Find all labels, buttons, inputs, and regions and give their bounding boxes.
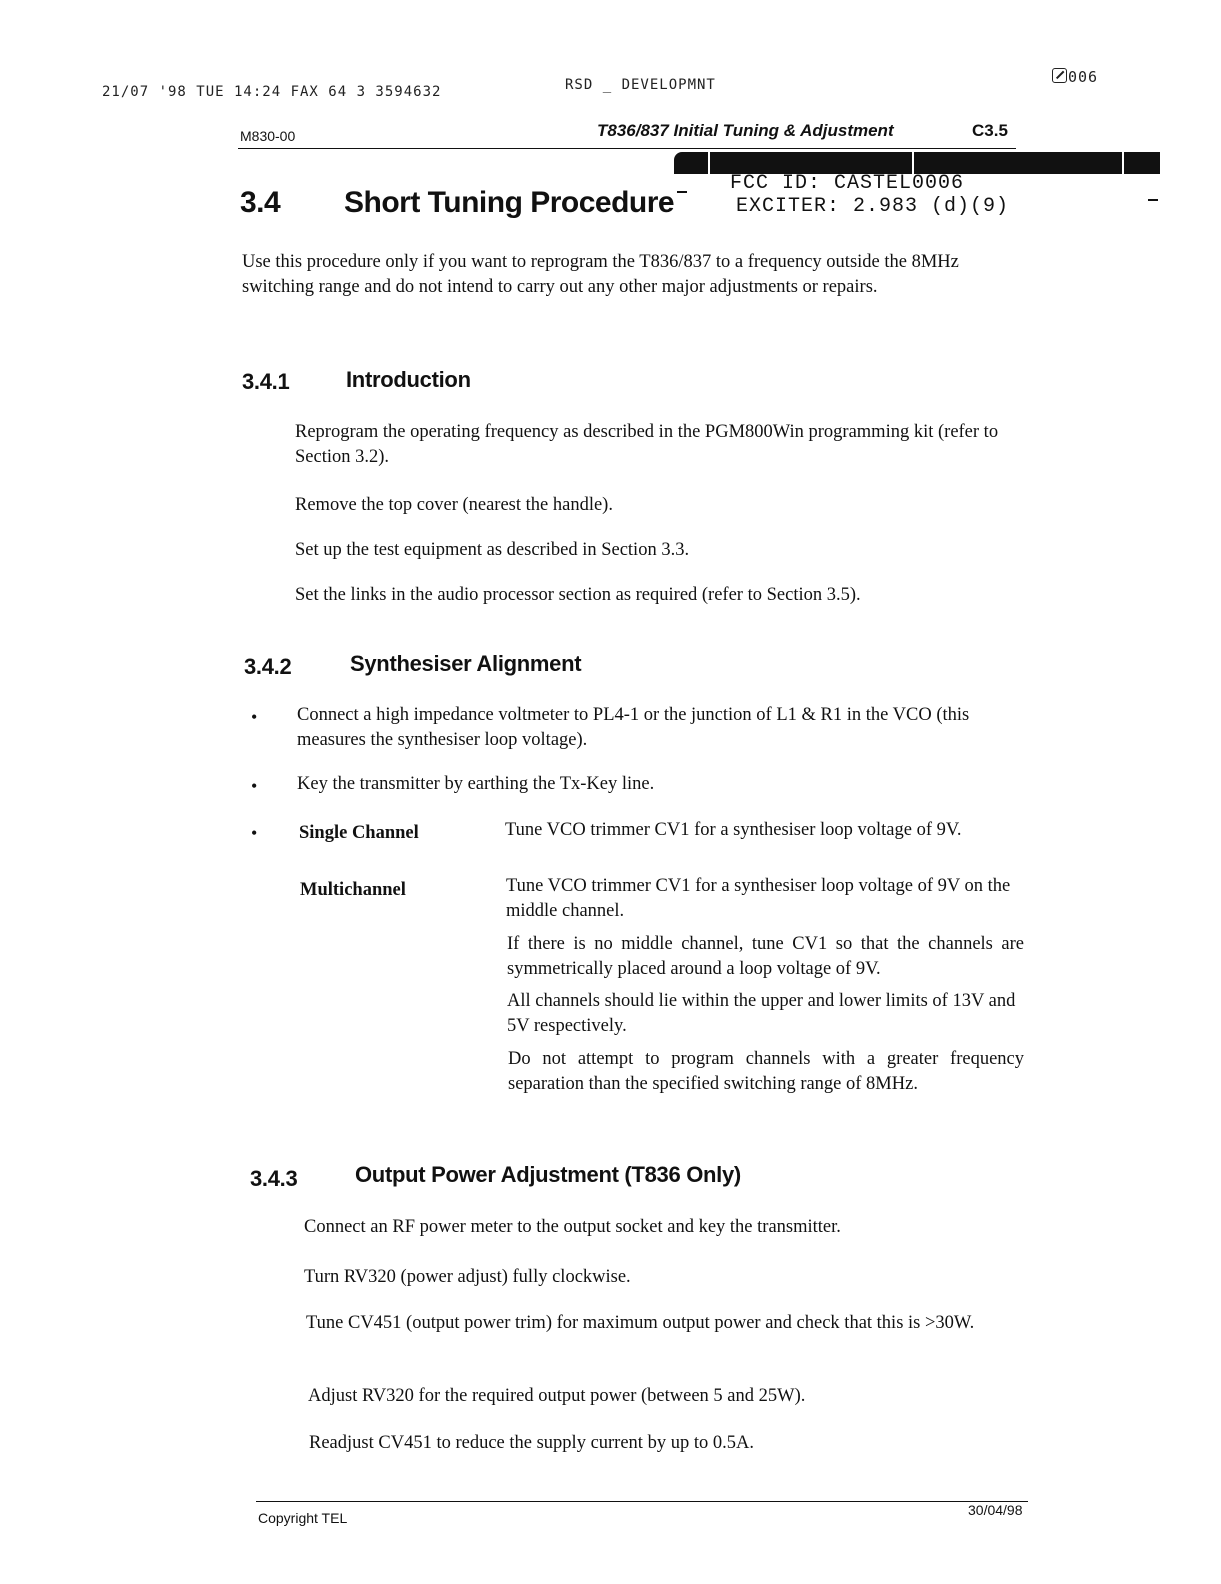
intro-step: Set the links in the audio processor section as required (refer to Section 3.5). (295, 585, 861, 605)
footer-rule (256, 1501, 1028, 1502)
bullet-item: Connect a high impedance voltmeter to PL4-1 or the junction of L1 & R1 in the VCO (this measures the synthesiser loop voltage). (297, 705, 970, 750)
multichannel-text: All channels should lie within the upper and lower limits of 13V and 5V respectively. (507, 991, 1016, 1036)
intro-paragraph: Use this procedure only if you want to reprogram the T836/837 to a frequency outside the 8MHz switching range and do not intend to carry out any other major adjustments or repairs. (242, 252, 959, 297)
footer-date: 30/04/98 (968, 1502, 1023, 1518)
section-heading-number: 3.4 (240, 186, 281, 219)
bullet-marker: • (251, 823, 258, 843)
multichannel-text: Tune VCO trimmer CV1 for a synthesiser loop voltage of 9V on the middle channel. (506, 876, 1011, 921)
multichannel-text: If there is no middle channel, tune CV1 so that the channels are symmetrically placed around a loop voltage of 9V. (507, 934, 1024, 979)
fcc-exciter-line: EXCITER: 2.983 (d)(9) (736, 195, 1010, 218)
power-step: Readjust CV451 to reduce the supply current by up to 0.5A. (309, 1433, 754, 1453)
bullet-marker: • (251, 707, 258, 727)
header-rule (238, 148, 1016, 149)
bullet-item: Key the transmitter by earthing the Tx-Key line. (297, 774, 655, 794)
subsection-title-synthesiser-alignment: Synthesiser Alignment (350, 651, 582, 676)
subsection-title-introduction: Introduction (346, 367, 471, 392)
intro-step: Reprogram the operating frequency as described in the PGM800Win programming kit (refer to Section 3.2). (295, 422, 999, 467)
running-title: T836/837 Initial Tuning & Adjustment (597, 121, 894, 140)
single-channel-text: Tune VCO trimmer CV1 for a synthesiser loop voltage of 9V. (505, 820, 962, 840)
power-step: Adjust RV320 for the required output power (between 5 and 25W). (308, 1386, 806, 1406)
subsection-number-3-4-2: 3.4.2 (244, 654, 292, 679)
intro-step: Set up the test equipment as described in Section 3.3. (295, 540, 690, 560)
fax-department: RSD _ DEVELOPMNT (565, 77, 716, 93)
fax-page-icon (1052, 68, 1067, 83)
fax-page-number: 006 (1052, 68, 1098, 86)
power-step: Connect an RF power meter to the output socket and key the transmitter. (304, 1217, 841, 1237)
fcc-id-line: FCC ID: CASTEL0006 (730, 172, 965, 195)
multichannel-text: Do not attempt to program channels with a greater frequency separation than the specified switching range of 8MHz. (508, 1049, 1024, 1094)
power-step: Turn RV320 (power adjust) fully clockwise. (304, 1267, 631, 1287)
power-step: Tune CV451 (output power trim) for maximum output power and check that this is >30W. (306, 1313, 975, 1333)
doc-code: M830-00 (240, 128, 296, 144)
section-heading-title: Short Tuning Procedure (344, 186, 675, 219)
bullet-marker: • (251, 776, 258, 796)
subsection-number-3-4-3: 3.4.3 (250, 1166, 298, 1191)
section-number: C3.5 (972, 121, 1008, 140)
single-channel-label: Single Channel (299, 823, 419, 843)
fax-header-line: 21/07 '98 TUE 14:24 FAX 64 3 3594632 (102, 84, 442, 100)
intro-step: Remove the top cover (nearest the handle). (295, 495, 613, 515)
multichannel-label: Multichannel (300, 880, 406, 900)
footer-copyright: Copyright TEL (258, 1510, 348, 1526)
subsection-number-3-4-1: 3.4.1 (242, 369, 290, 394)
subsection-title-output-power: Output Power Adjustment (T836 Only) (355, 1162, 741, 1187)
fax-black-bar (674, 152, 1160, 174)
